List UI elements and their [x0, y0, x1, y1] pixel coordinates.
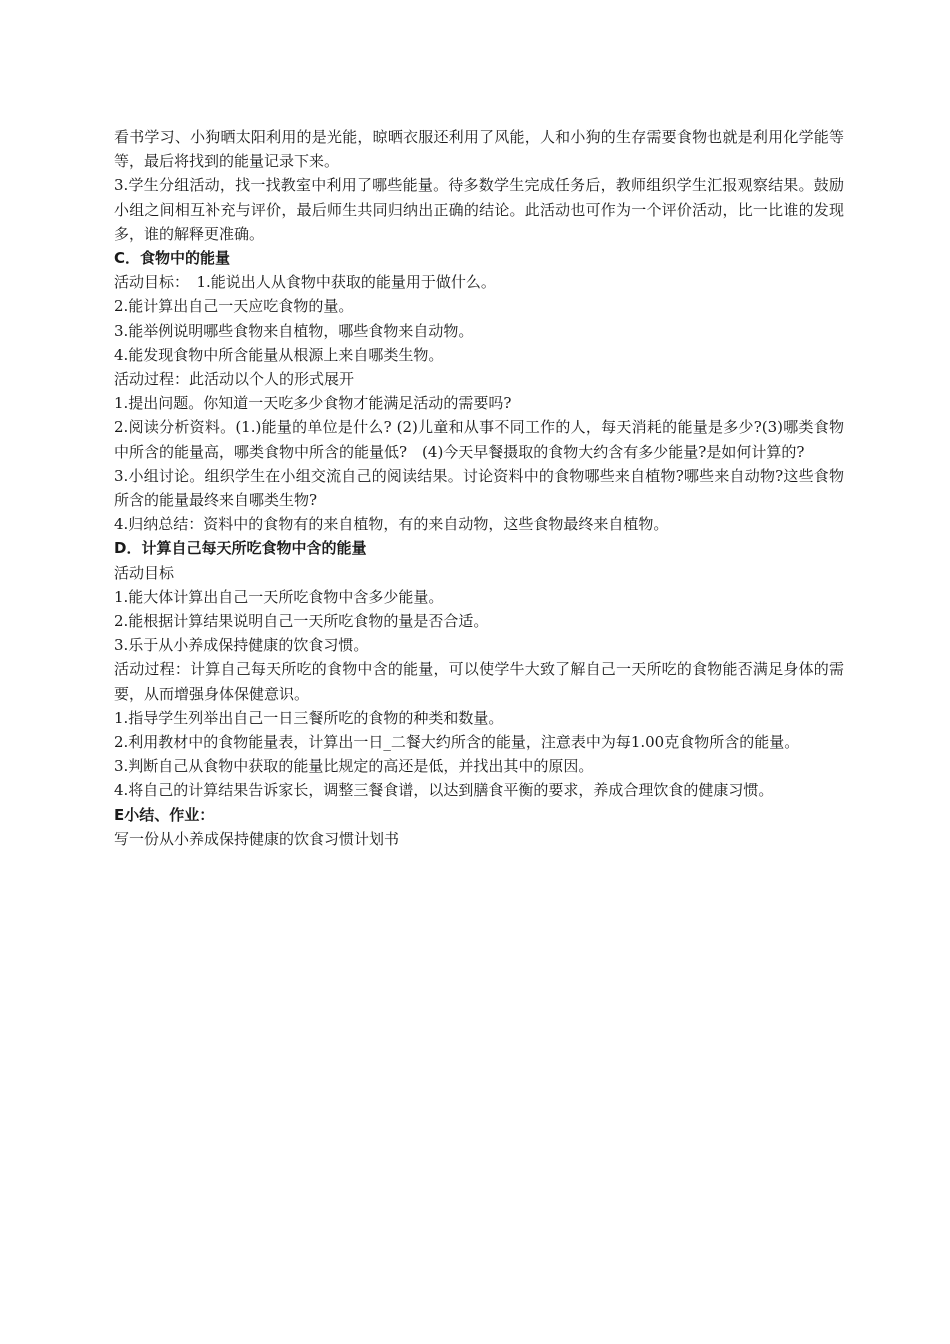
- section-heading-d: D．计算自己每天所吃食物中含的能量: [114, 539, 367, 558]
- section-heading-e: E小结、作业：: [114, 805, 215, 824]
- paragraph-d-goal-title: 活动目标: [114, 563, 175, 582]
- paragraph-d-goal-2: 2.能根据计算结果说明自己一天所吃食物的量是否合适。: [114, 612, 489, 631]
- paragraph-c-goal-2: 2.能计算出自己一天应吃食物的量。: [114, 297, 354, 316]
- paragraph-c-goal-4: 4.能发现食物中所含能量从根源上来自哪类生物。: [114, 345, 444, 364]
- paragraph-d-process: 活动过程：计算自己每天所吃的食物中含的能量，可以使学牛大致了解自己一天所吃的食物能否满足身体的需要，从而增强身体保健意识。: [114, 660, 844, 703]
- paragraph-d-step-3: 3.判断自己从食物中获取的能量比规定的高还是低，并找出其中的原因。: [114, 757, 594, 776]
- paragraph-homework: 写一份从小养成保持健康的饮食习惯计划书: [114, 829, 400, 848]
- paragraph-c-step-1: 1.提出问题。你知道一天吃多少食物才能满足活动的需要吗?: [114, 394, 512, 413]
- paragraph-c-goal-1: 活动目标： 1.能说出人从食物中获取的能量用于做什么。: [114, 273, 496, 292]
- section-heading-c: C．食物中的能量: [114, 249, 231, 268]
- paragraph-c-goal-3: 3.能举例说明哪些食物来自植物，哪些食物来自动物。: [114, 321, 474, 340]
- paragraph-c-step-4: 4.归纳总结：资料中的食物有的来自植物，有的来自动物，这些食物最终来自植物。: [114, 515, 669, 534]
- paragraph-group-activity: 3.学生分组活动，找一找教室中利用了哪些能量。待多数学生完成任务后，教师组织学生汇报观察结果。鼓励小组之间相互补充与评价，最后师生共同归纳出正确的结论。此活动也可作为一个评价活动，比一比谁的发现多，谁的解释更准确。: [114, 176, 844, 243]
- paragraph-d-goal-1: 1.能大体计算出自己一天所吃食物中含多少能量。: [114, 587, 444, 606]
- paragraph-c-process: 活动过程：此活动以个人的形式展开: [114, 370, 355, 389]
- paragraph-energy-examples: 看书学习、小狗晒太阳利用的是光能，晾晒衣服还利用了风能，人和小狗的生存需要食物也就是利用化学能等等，最后将找到的能量记录下来。: [114, 128, 844, 171]
- paragraph-d-goal-3: 3.乐于从小养成保持健康的饮食习惯。: [114, 636, 369, 655]
- paragraph-d-step-4: 4.将自己的计算结果告诉家长，调整三餐食谱，以达到膳食平衡的要求，养成合理饮食的健康习惯。: [114, 781, 774, 800]
- paragraph-c-step-2: 2.阅读分析资料。(1.)能量的单位是什么? (2)儿童和从事不同工作的人，每天消耗的能量是多少?(3)哪类食物中所含的能量高，哪类食物中所含的能量低? (4)今天早餐摄取的食物大约含有多少能量?是如何计算的?: [114, 418, 844, 461]
- document-page: [114, 125, 844, 851]
- paragraph-d-step-1: 1.指导学生列举出自己一日三餐所吃的食物的种类和数量。: [114, 708, 504, 727]
- paragraph-c-step-3: 3.小组讨论。组织学生在小组交流自己的阅读结果。讨论资料中的食物哪些来自植物?哪些来自动物?这些食物所含的能量最终来自哪类生物?: [114, 466, 844, 510]
- paragraph-d-step-2: 2.利用教材中的食物能量表，计算出一日_二餐大约所含的能量，注意表中为每1.00克食物所含的能量。: [114, 733, 800, 752]
